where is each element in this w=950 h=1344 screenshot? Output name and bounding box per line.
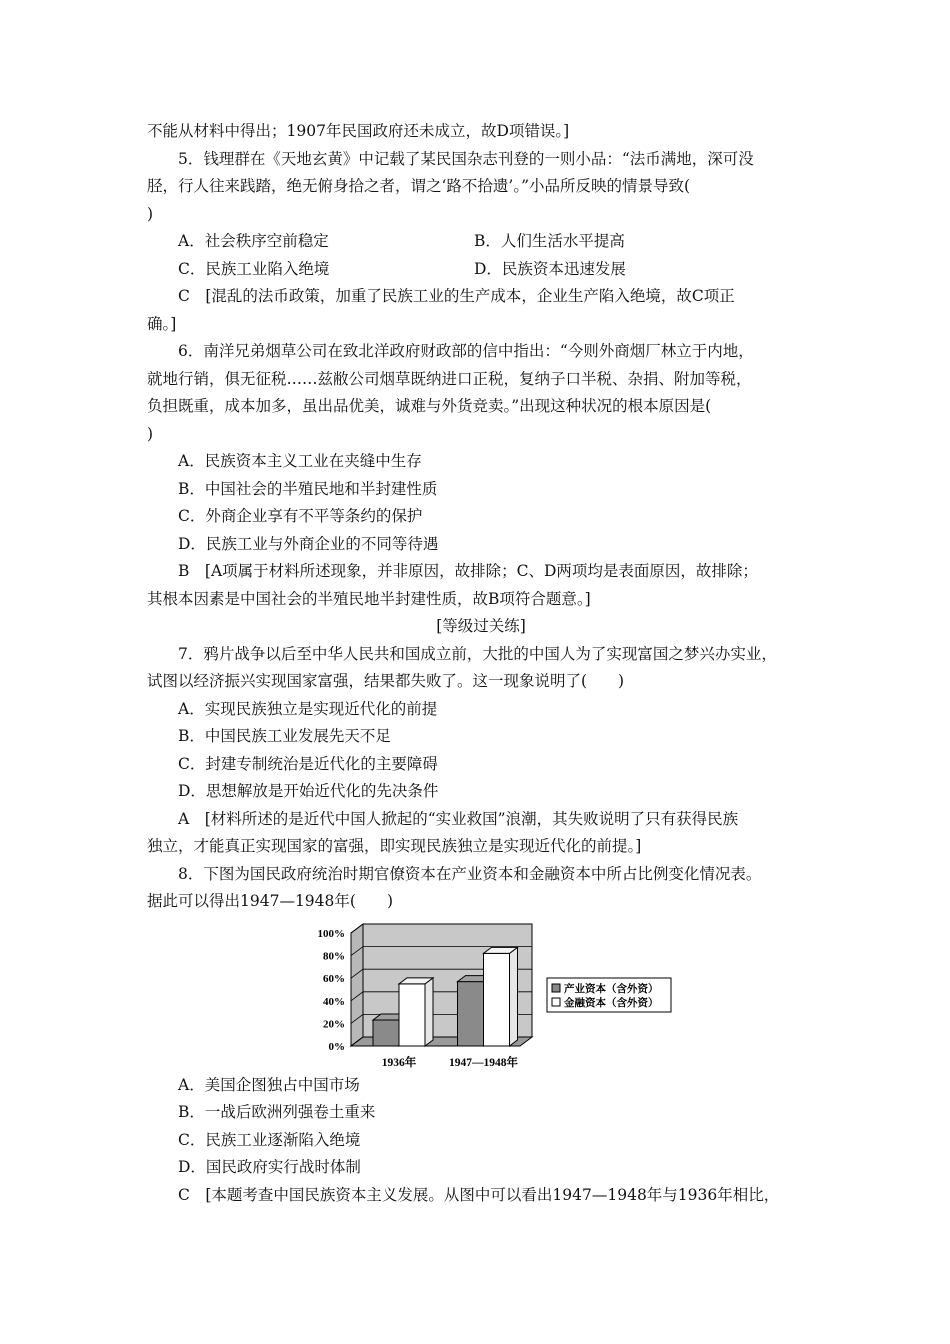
question-7-stem: 7．鸦片战争以后至中华人民共和国成立前，大批的中国人为了实现富国之梦兴办实业， [178, 644, 777, 663]
option-b: B．中国民族工业发展先天不足 [178, 727, 391, 745]
x-tick-label: 1936年 [381, 1056, 417, 1069]
legend-swatch [552, 998, 560, 1006]
y-tick-label: 40% [323, 995, 345, 1008]
option-b: B．中国社会的半殖民地和半封建性质 [178, 479, 438, 498]
question-5-stem: 胫，行人往来践踏，绝无俯身拾之者，谓之‘路不拾遗’。”小品所反映的情景导致( [147, 177, 691, 195]
y-tick-label: 80% [323, 950, 345, 963]
option-d: D．思想解放是开始近代化的先决条件 [178, 782, 439, 800]
bar-side [510, 947, 518, 1046]
question-6-stem: 6．南洋兄弟烟草公司在致北洋政府财政部的信中指出：“今则外商烟厂林立于内地， [178, 342, 754, 360]
answer-6: 其根本因素是中国社会的半殖民地半封建性质，故B项符合题意。] [147, 589, 591, 608]
bar-chart-svg [147, 920, 815, 1072]
option-d: D．民族资本迅速发展 [474, 259, 626, 278]
bar-side [425, 977, 433, 1045]
question-6-stem: 负担既重，成本加多，虽出品优美，诚难与外货竞卖。”出现这种状况的根本原因是( [147, 397, 712, 415]
section-heading: [等级过关练] [436, 617, 526, 635]
option-b: B．一战后欧洲列强卷土重来 [178, 1103, 376, 1121]
option-a: A．民族资本主义工业在夹缝中生存 [178, 452, 422, 470]
bar [399, 983, 425, 1045]
question-5-stem: 5．钱理群在《天地玄黄》中记载了某民国杂志刊登的一则小品：“法币满地，深可没 [178, 149, 754, 168]
bar [484, 953, 510, 1046]
answer-7: A [材料所述的是近代中国人掀起的“实业救国”浪潮，其失败说明了只有获得民族 [178, 809, 739, 828]
y-tick-label: 100% [317, 927, 345, 940]
question-8-stem: 据此可以得出1947—1948年( ) [147, 892, 393, 910]
chart-side-wall [351, 924, 363, 1046]
option-d: D．民族工业与外商企业的不同等待遇 [178, 534, 439, 553]
answer-6: B [A项属于材料所述现象，并非原因，故排除；C、D两项均是表面原因，故排除； [178, 562, 758, 580]
option-a: A．社会秩序空前稳定 [178, 232, 329, 250]
legend-swatch [552, 984, 560, 992]
option-c: C．民族工业陷入绝境 [178, 259, 330, 278]
text-line: 不能从材料中得出；1907年民国政府还未成立，故D项错误。] [147, 122, 570, 140]
option-c: C．外商企业享有不平等条约的保护 [178, 507, 423, 525]
y-tick-label: 60% [323, 972, 345, 985]
option-c: C．民族工业逐渐陷入绝境 [178, 1130, 361, 1149]
x-tick-label: 1947—1948年 [449, 1056, 518, 1069]
legend-label: 产业资本（含外资） [564, 983, 659, 995]
option-d: D．国民政府实行战时体制 [178, 1158, 361, 1176]
option-c: C．封建专制统治是近代化的主要障碍 [178, 754, 438, 773]
question-5-options-row [147, 256, 815, 284]
question-6-stem: ) [147, 424, 154, 443]
option-a: A．美国企图独占中国市场 [178, 1075, 360, 1094]
question-5-options-row [147, 228, 815, 256]
answer-8: C [本题考查中国民族资本主义发展。从图中可以看出1947—1948年与1936年相比， [178, 1185, 780, 1204]
answer-5: 确。] [147, 314, 177, 333]
document-page [147, 118, 815, 1209]
y-tick-label: 0% [328, 1040, 345, 1053]
option-a: A．实现民族独立是实现近代化的前提 [178, 699, 438, 718]
bar-chart [147, 920, 815, 1072]
question-7-stem: 试图以经济振兴实现国家富强，结果都失败了。这一现象说明了( ) [147, 672, 625, 690]
question-6-stem: 就地行销，俱无征税……兹敝公司烟草既纳进口正税，复纳子口半税、杂捐、附加等税， [147, 369, 752, 388]
option-b: B．人们生活水平提高 [474, 232, 625, 250]
answer-7: 独立，才能真正实现国家的富强，即实现民族独立是实现近代化的前提。] [147, 837, 642, 855]
y-tick-label: 20% [323, 1017, 345, 1030]
bar [373, 1020, 399, 1046]
question-5-stem: ) [147, 204, 154, 223]
legend-label: 金融资本（含外资） [564, 997, 659, 1009]
bar [458, 981, 484, 1045]
answer-5: C [混乱的法币政策，加重了民族工业的生产成本，企业生产陷入绝境，故C项正 [178, 287, 735, 305]
question-8-stem: 8．下图为国民政府统治时期官僚资本在产业资本和金融资本中所占比例变化情况表。 [178, 864, 762, 883]
